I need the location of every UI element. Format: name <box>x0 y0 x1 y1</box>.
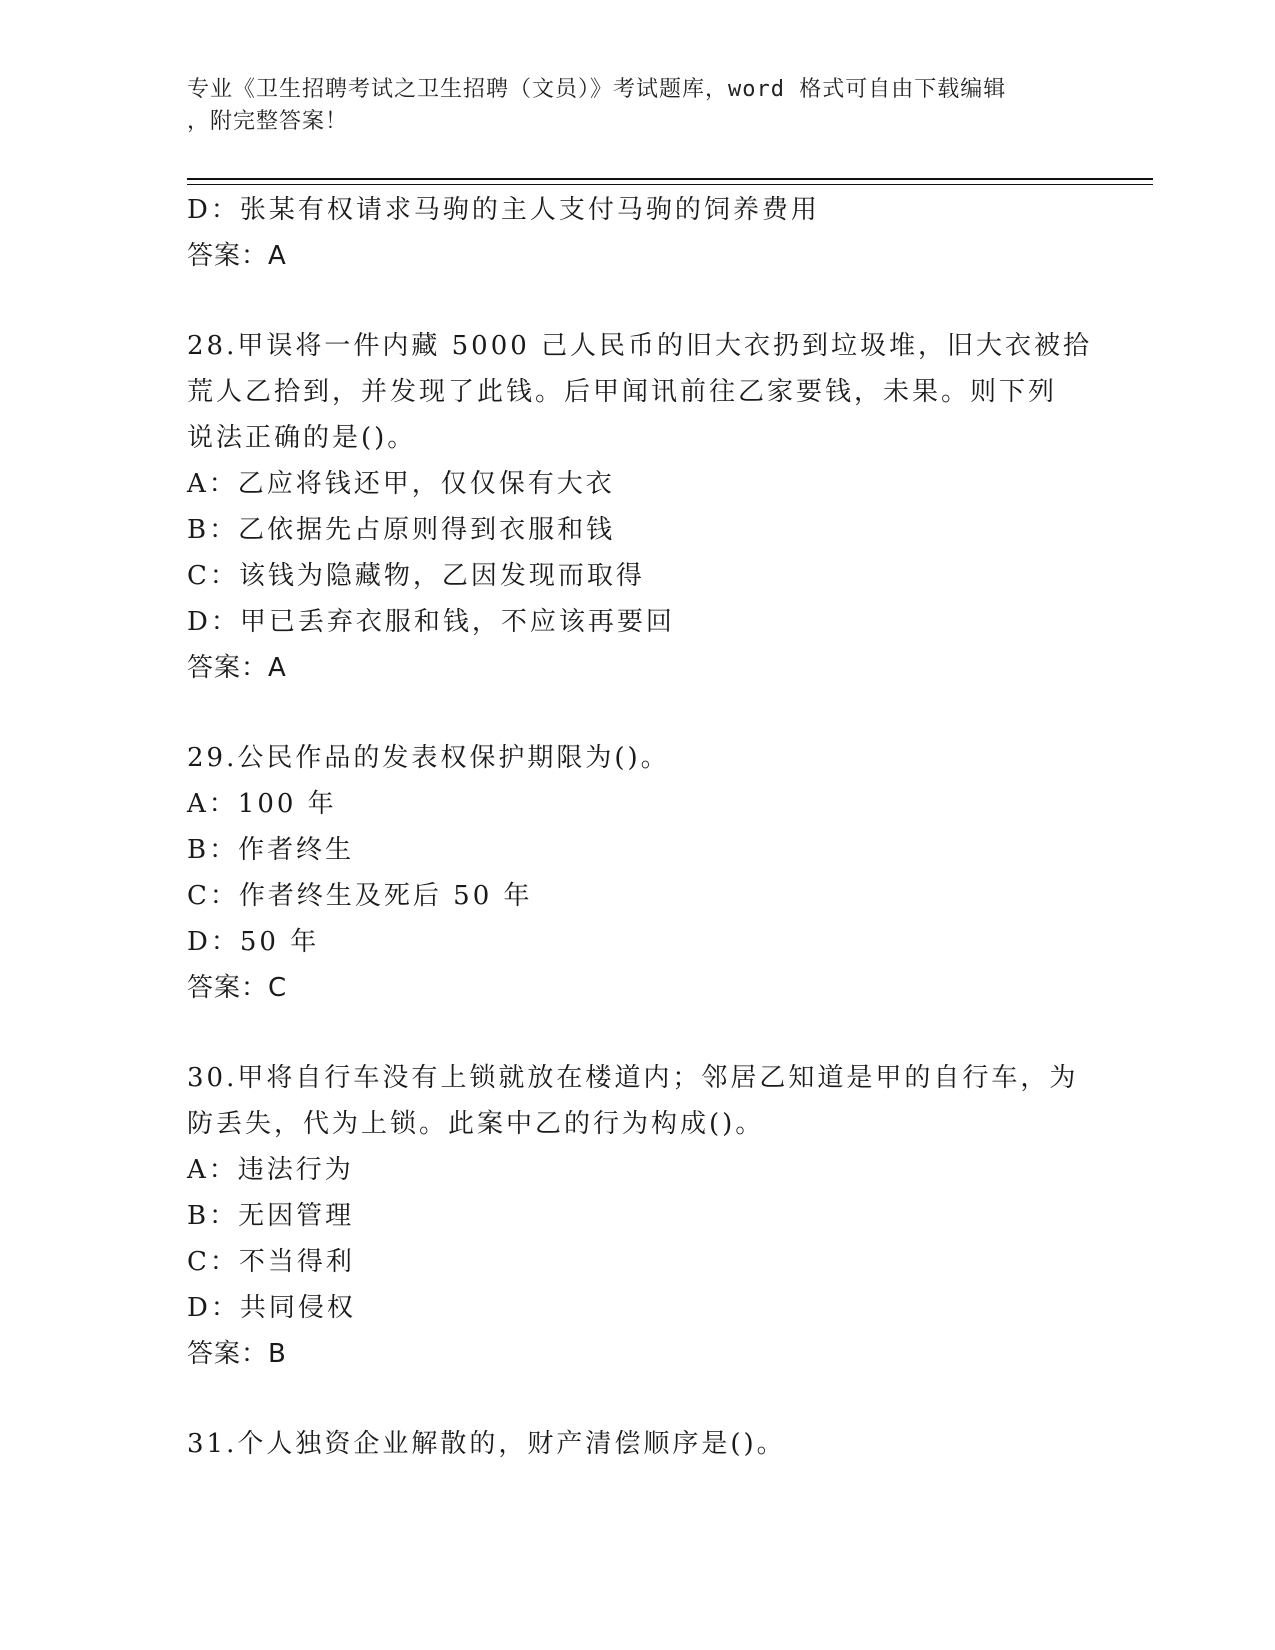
question-31 <box>187 1421 1087 1467</box>
previous-question-tail <box>187 187 1087 279</box>
option-b: B：乙依据先占原则得到衣服和钱 <box>187 515 616 545</box>
header-line-2: ，附完整答案！ <box>187 109 349 134</box>
option-d: D：50 年 <box>187 927 320 957</box>
option-a: A：100 年 <box>187 789 337 819</box>
question-stem-line: 说法正确的是()。 <box>187 423 417 453</box>
option-b: B：作者终生 <box>187 835 355 865</box>
question-29 <box>187 735 1087 1011</box>
option-a: A：乙应将钱还甲，仅仅保有大衣 <box>187 469 615 499</box>
question-content <box>187 187 1093 1467</box>
question-28 <box>187 323 1093 691</box>
option-d: D：共同侵权 <box>187 1293 356 1323</box>
option-d: D：甲已丢弃衣服和钱，不应该再要回 <box>187 607 675 637</box>
answer-line: 答案：B <box>187 1339 287 1369</box>
question-stem-line: 31.个人独资企业解散的，财产清偿顺序是()。 <box>187 1429 786 1459</box>
option-d: D：张某有权请求马驹的主人支付马驹的饲养费用 <box>187 195 820 225</box>
option-a: A：违法行为 <box>187 1155 354 1185</box>
answer-line: 答案：A <box>187 653 287 683</box>
question-30 <box>187 1055 1087 1377</box>
question-stem-line: 防丢失，代为上锁。此案中乙的行为构成()。 <box>187 1109 765 1139</box>
answer-line: 答案：C <box>187 973 288 1003</box>
option-c: C：不当得利 <box>187 1247 355 1277</box>
option-c: C：该钱为隐藏物，乙因发现而取得 <box>187 561 645 591</box>
header-rule-thick <box>187 178 1153 180</box>
option-c: C：作者终生及死后 50 年 <box>187 881 533 911</box>
question-stem-line: 28.甲误将一件内藏 5000 己人民币的旧大衣扔到垃圾堆，旧大衣被拾 <box>187 331 1093 361</box>
answer-line: 答案：A <box>187 241 287 271</box>
option-b: B：无因管理 <box>187 1201 355 1231</box>
page-header <box>187 74 1067 138</box>
header-rule-thin <box>187 184 1153 185</box>
header-line-1: 专业《卫生招聘考试之卫生招聘（文员）》考试题库，word 格式可自由下载编辑 <box>187 77 1007 102</box>
question-stem-line: 30.甲将自行车没有上锁就放在楼道内；邻居乙知道是甲的自行车，为 <box>187 1063 1079 1093</box>
question-stem-line: 荒人乙拾到，并发现了此钱。后甲闻讯前往乙家要钱，未果。则下列 <box>187 377 1058 407</box>
question-stem-line: 29.公民作品的发表权保护期限为()。 <box>187 743 670 773</box>
